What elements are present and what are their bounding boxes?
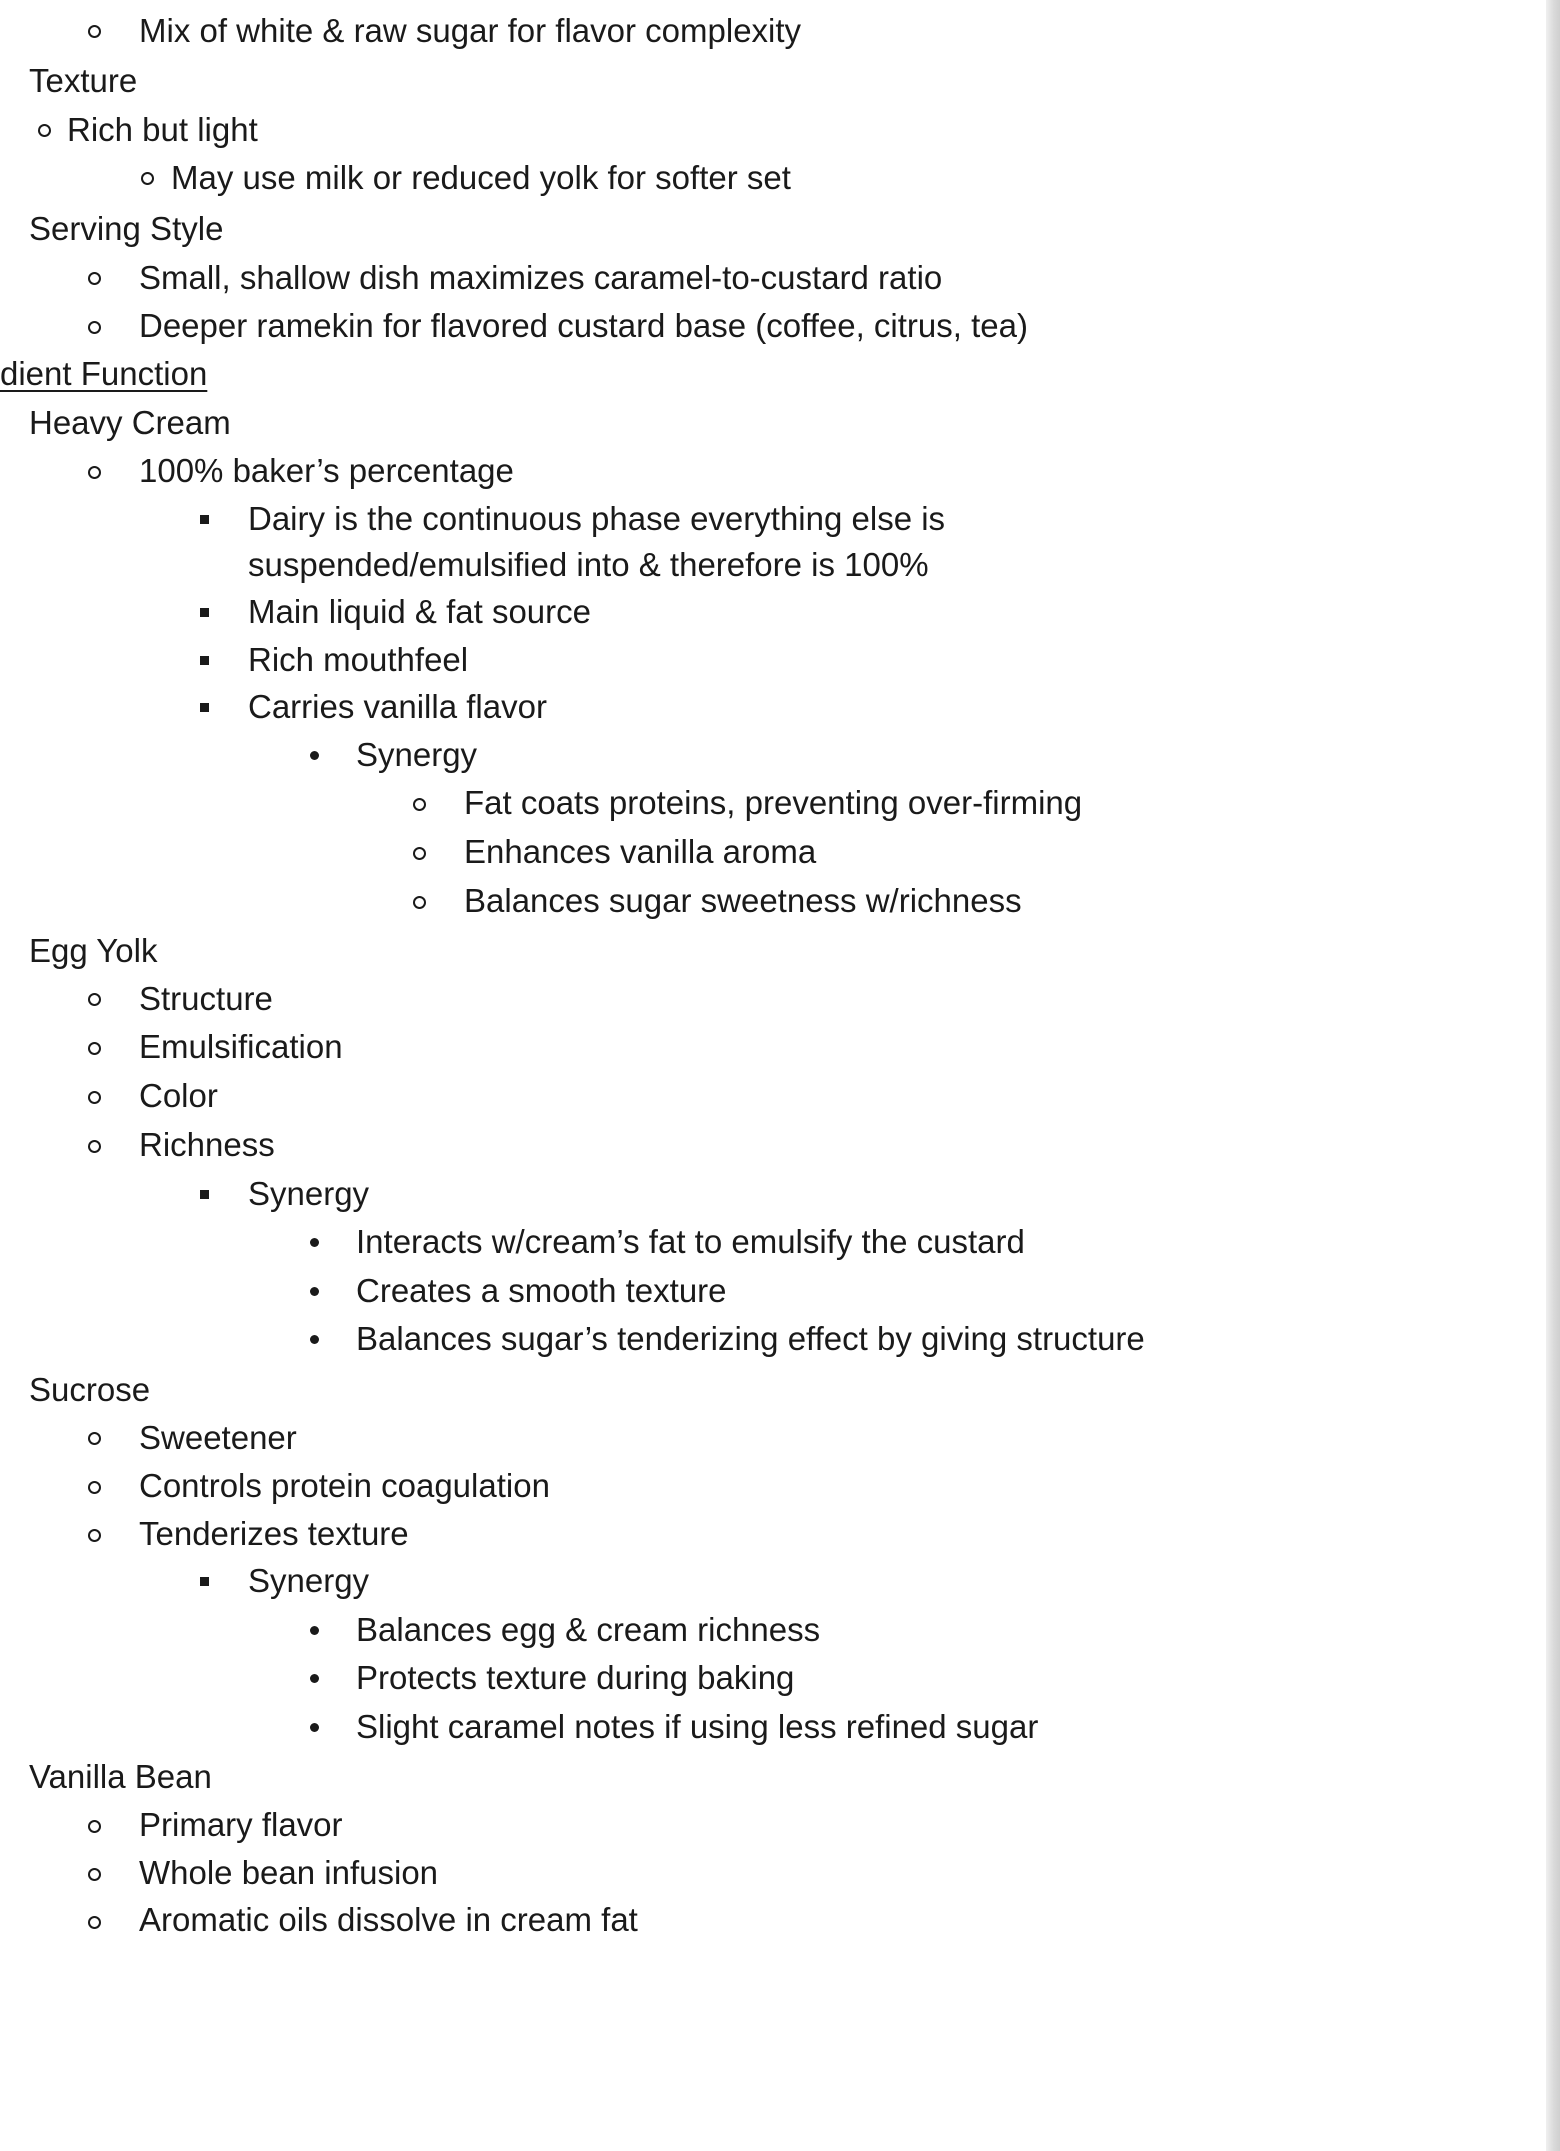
circle-bullet-icon <box>141 172 154 185</box>
dairy-line-2: suspended/emulsified into & therefore is 100% <box>248 546 929 583</box>
synergy-label: Synergy <box>248 1175 370 1212</box>
circle-bullet-icon <box>88 1481 101 1494</box>
tenderizes-text: Tenderizes texture <box>139 1515 409 1552</box>
circle-bullet-icon <box>88 993 101 1006</box>
dot-bullet-icon <box>310 1238 319 1247</box>
dot-bullet-icon <box>310 751 319 760</box>
dot-bullet-icon <box>310 1335 319 1344</box>
circle-bullet-icon <box>88 272 101 285</box>
enhances-aroma-text: Enhances vanilla aroma <box>464 833 817 870</box>
synergy-label: Synergy <box>356 736 478 773</box>
circle-bullet-icon <box>88 1432 101 1445</box>
circle-bullet-icon <box>413 798 426 811</box>
square-bullet-icon <box>200 703 209 712</box>
balances-structure-text: Balances sugar’s tenderizing effect by giving structure <box>356 1320 1145 1357</box>
aromatic-oils-text: Aromatic oils dissolve in cream fat <box>139 1901 638 1938</box>
dot-bullet-icon <box>310 1674 319 1683</box>
vanilla-bean-heading: Vanilla Bean <box>29 1758 212 1795</box>
balances-richness-text: Balances egg & cream richness <box>356 1611 821 1648</box>
sweetener-text: Sweetener <box>139 1419 297 1456</box>
circle-bullet-icon <box>413 847 426 860</box>
circle-bullet-icon <box>88 1091 101 1104</box>
synergy-label: Synergy <box>248 1562 370 1599</box>
square-bullet-icon <box>200 515 209 524</box>
circle-bullet-icon <box>88 321 101 334</box>
texture-milk-text: May use milk or reduced yolk for softer set <box>171 159 791 196</box>
serving-style-heading: Serving Style <box>29 210 224 247</box>
protects-texture-text: Protects texture during baking <box>356 1659 795 1696</box>
square-bullet-icon <box>200 608 209 617</box>
circle-bullet-icon <box>88 1042 101 1055</box>
dot-bullet-icon <box>310 1287 319 1296</box>
mouthfeel-text: Rich mouthfeel <box>248 641 469 678</box>
interacts-text: Interacts w/cream’s fat to emulsify the custard <box>356 1223 1025 1260</box>
emulsification-text: Emulsification <box>139 1028 343 1065</box>
circle-bullet-icon <box>413 896 426 909</box>
circle-bullet-icon <box>38 124 51 137</box>
bakers-percentage-text: 100% baker’s percentage <box>139 452 514 489</box>
sucrose-heading: Sucrose <box>29 1371 151 1408</box>
circle-bullet-icon <box>88 1820 101 1833</box>
dot-bullet-icon <box>310 1626 319 1635</box>
page-edge-shadow <box>1546 0 1560 2151</box>
sugar-mix-text: Mix of white & raw sugar for flavor complexity <box>139 12 802 49</box>
dot-bullet-icon <box>310 1723 319 1732</box>
circle-bullet-icon <box>88 1529 101 1542</box>
carries-vanilla-text: Carries vanilla flavor <box>248 688 547 725</box>
texture-rich-text: Rich but light <box>67 111 258 148</box>
richness-text: Richness <box>139 1126 275 1163</box>
circle-bullet-icon <box>88 25 101 38</box>
color-text: Color <box>139 1077 218 1114</box>
serving-deeper-text: Deeper ramekin for flavored custard base (coffee, citrus, tea) <box>139 307 1028 344</box>
structure-text: Structure <box>139 980 273 1017</box>
balances-sugar-text: Balances sugar sweetness w/richness <box>464 882 1022 919</box>
circle-bullet-icon <box>88 1140 101 1153</box>
whole-bean-text: Whole bean infusion <box>139 1854 439 1891</box>
controls-coagulation-text: Controls protein coagulation <box>139 1467 550 1504</box>
heavy-cream-heading: Heavy Cream <box>29 404 231 441</box>
caramel-notes-text: Slight caramel notes if using less refined sugar <box>356 1708 1039 1745</box>
serving-small-text: Small, shallow dish maximizes caramel-to-custard ratio <box>139 259 943 296</box>
circle-bullet-icon <box>88 1916 101 1929</box>
texture-heading: Texture <box>29 62 138 99</box>
circle-bullet-icon <box>88 1868 101 1881</box>
section-heading: dient Function <box>0 355 208 392</box>
primary-flavor-text: Primary flavor <box>139 1806 343 1843</box>
egg-yolk-heading: Egg Yolk <box>29 932 158 969</box>
square-bullet-icon <box>200 656 209 665</box>
square-bullet-icon <box>200 1190 209 1199</box>
dairy-line-1: Dairy is the continuous phase everything else is <box>248 500 946 537</box>
smooth-texture-text: Creates a smooth texture <box>356 1272 727 1309</box>
fat-coats-text: Fat coats proteins, preventing over-firming <box>464 784 1083 821</box>
circle-bullet-icon <box>88 466 101 479</box>
square-bullet-icon <box>200 1577 209 1586</box>
main-liquid-text: Main liquid & fat source <box>248 593 592 630</box>
